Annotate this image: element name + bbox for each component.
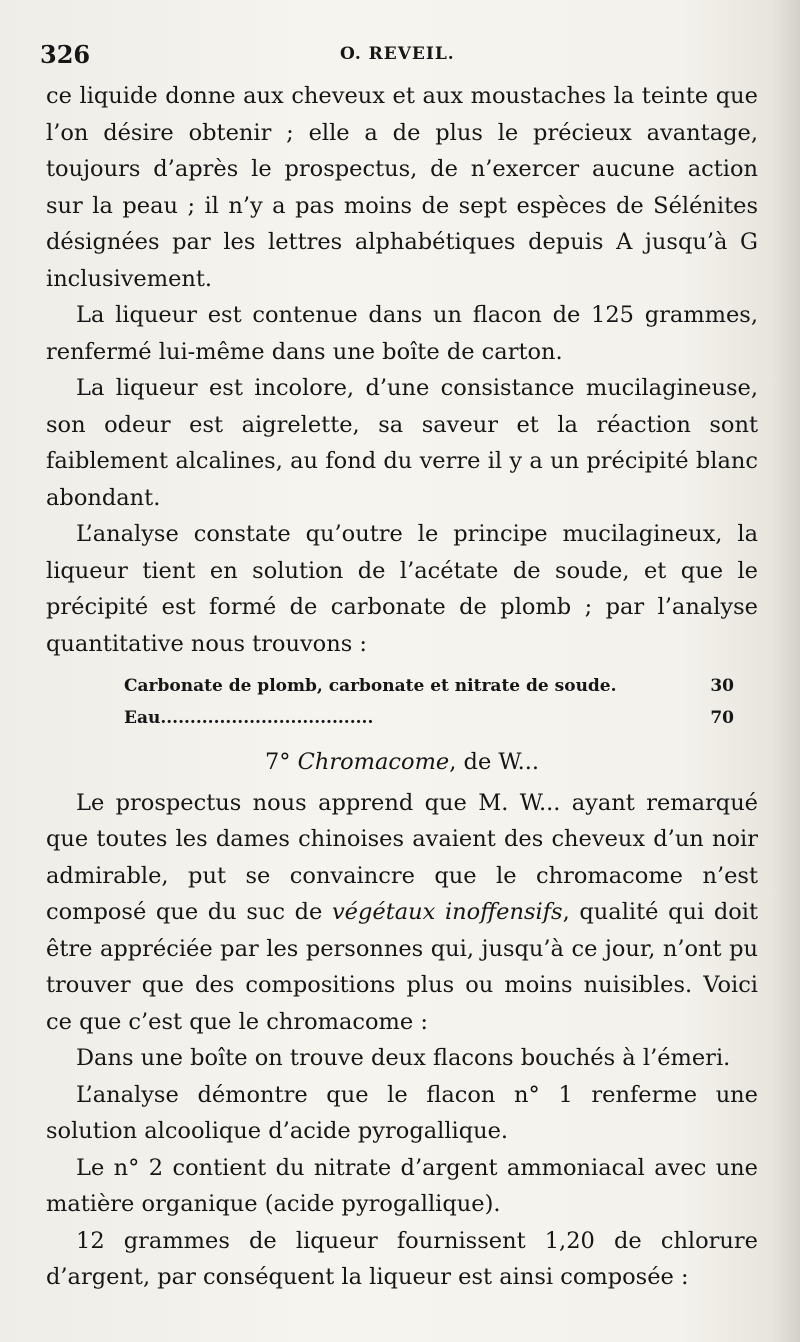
paragraph-6: Dans une boîte on trouve deux flacons bouchés à l’émeri. — [76, 1045, 731, 1071]
page-number: 326 — [40, 40, 91, 69]
table-row-label: Carbonate de plomb, carbonate et nitrate de soude. — [124, 676, 617, 696]
section-title-italic: Chromacome — [297, 749, 450, 775]
paragraph-1: ce liquide donne aux cheveux et aux moustaches la teinte que l’on désire obtenir ; elle a de plus le précieux avantage, toujours d’après le prospectus, de n’exercer aucune action sur la peau ; il n’y a pas moins de sept espèces de Sélénites désignées par les lettres alphabétiques depuis A jusqu’à G inclusivement. — [46, 83, 758, 292]
table-row — [124, 670, 734, 702]
section-title-rest: , de W... — [449, 749, 540, 775]
paragraph-7: L’analyse démontre que le flacon n° 1 renferme une solution alcoolique d’acide pyrogallique. — [46, 1081, 758, 1144]
paragraph-4: L’analyse constate qu’outre le principe mucilagineux, la liqueur tient en solution de l’acétate de soude, et que le précipité est formé de carbonate de plomb ; par l’analyse quantitative nous trouvons : — [46, 521, 758, 657]
page-header — [40, 40, 760, 76]
table-row-label: Eau.................................... — [124, 708, 374, 728]
paragraph-9: 12 grammes de liqueur fournissent 1,20 de chlorure d’argent, par conséquent la liqueur est ainsi composée : — [46, 1227, 758, 1290]
paragraph-5-italic: végétaux inoffensifs — [331, 899, 563, 925]
section-heading — [46, 744, 758, 781]
paragraph-2: La liqueur est contenue dans un flacon de 125 grammes, renfermé lui-même dans une boîte de carton. — [46, 302, 758, 365]
table-row — [124, 702, 734, 734]
paragraph-3: La liqueur est incolore, d’une consistance mucilagineuse, son odeur est aigrelette, sa saveur et la réaction sont faiblement alcalines, au fond du verre il y a un précipité blanc abondant. — [46, 375, 758, 511]
paragraph-5-part-b: , qualité qui doit être appréciée par les personnes qui, jusqu’à ce jour, n’ont pu trouver que des compositions plus ou moins nuisibles. Voici ce que c’est que le chromacome : — [46, 899, 759, 1035]
page-edge-shadow — [772, 0, 800, 1342]
analysis-table — [124, 670, 734, 734]
paragraph-5-part-a: Le prospectus nous apprend que M. W... ayant remarqué que toutes les dames chinoises avaient des cheveux d’un noir admirable, put se convaincre que le chromacome n’est composé que du suc de — [46, 789, 758, 925]
running-head: O. REVEIL. — [340, 44, 455, 64]
table-row-value: 30 — [710, 676, 734, 696]
table-row-value: 70 — [710, 708, 734, 728]
paragraph-8: Le n° 2 contient du nitrate d’argent ammoniacal avec une matière organique (acide pyrogallique). — [46, 1154, 758, 1217]
body-text — [46, 78, 758, 1296]
section-number: 7° — [264, 749, 291, 775]
paragraph-5 — [46, 785, 758, 1041]
